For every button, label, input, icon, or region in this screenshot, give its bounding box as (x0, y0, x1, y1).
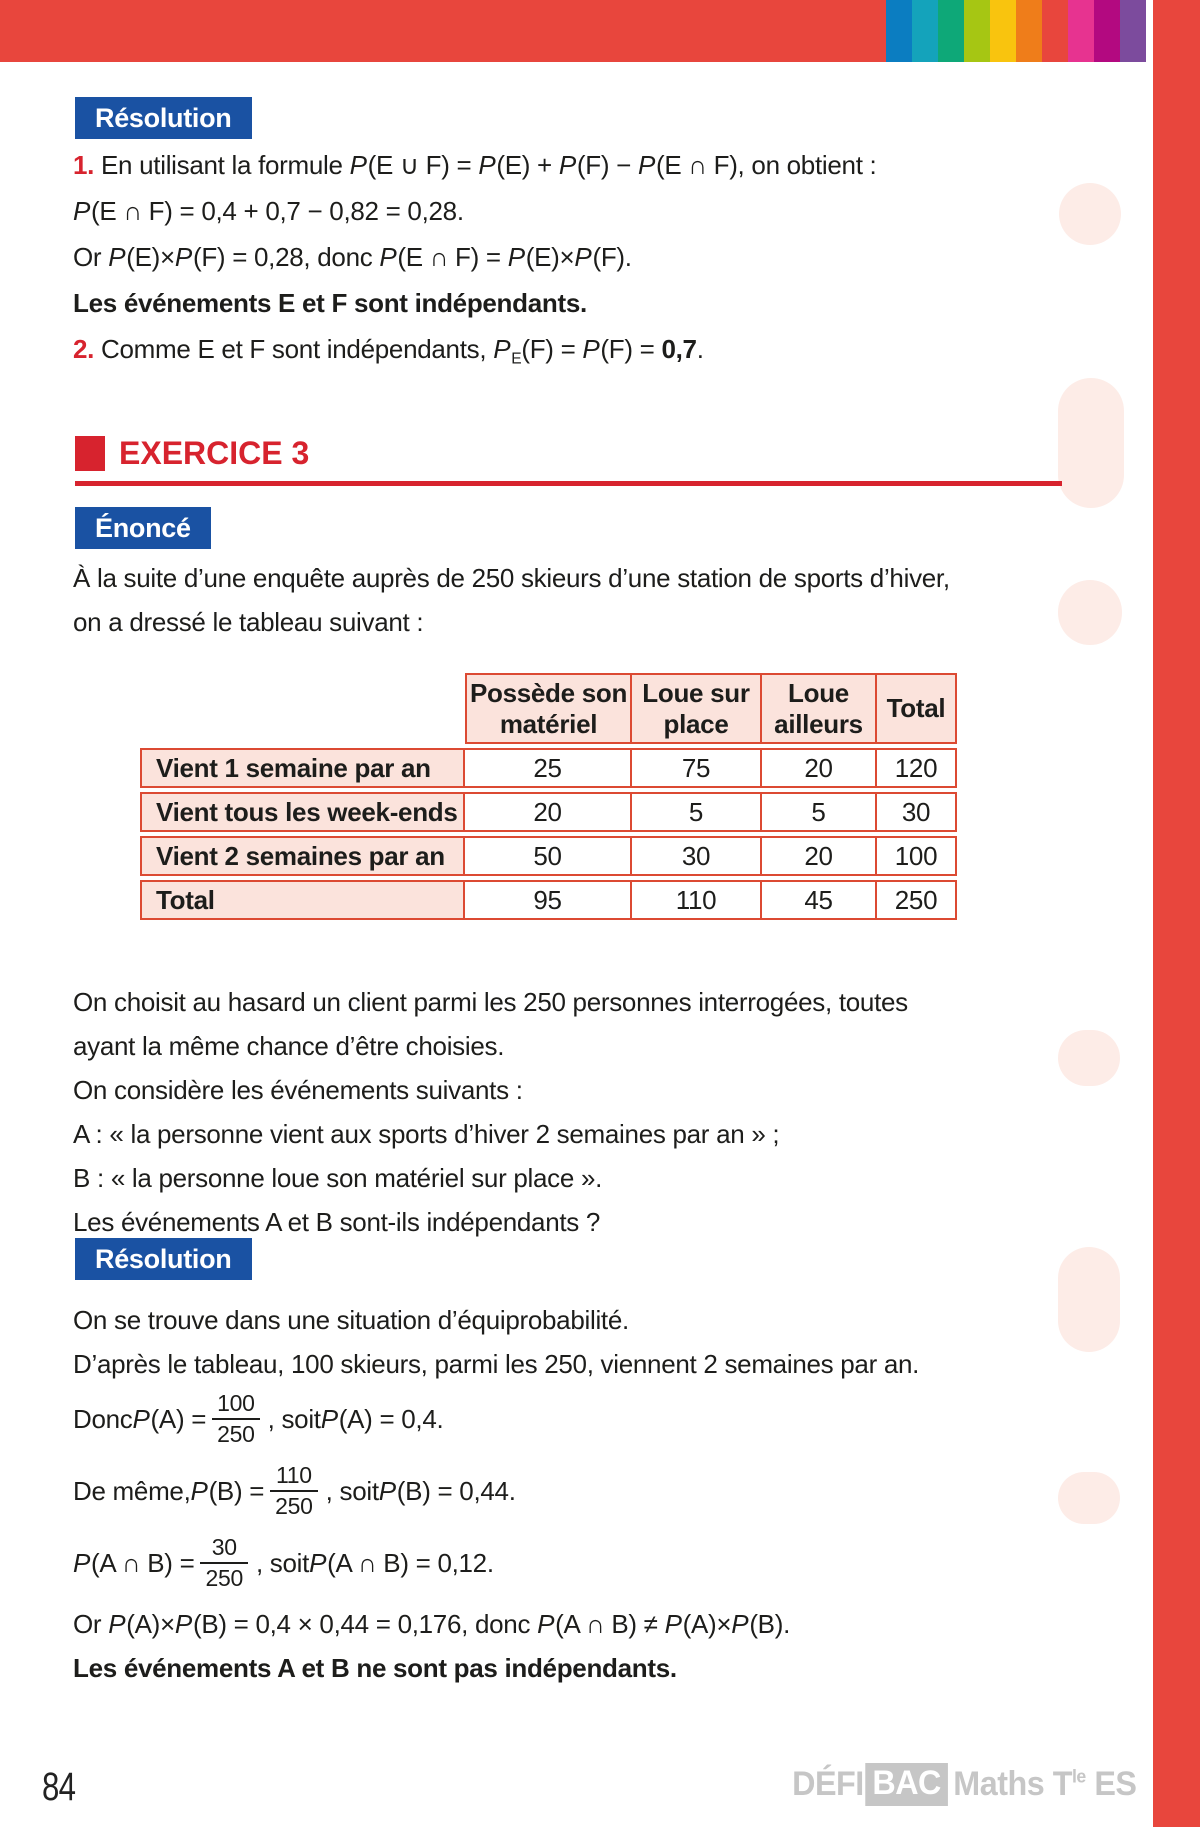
logo-maths: Maths T (952, 1765, 1072, 1803)
page-number: 84 (42, 1765, 76, 1809)
logo-es: ES (1085, 1765, 1136, 1803)
text-segment: P (174, 1609, 192, 1639)
text-segment: P (664, 1609, 682, 1639)
text-segment: (A ∩ B) = (91, 1548, 195, 1578)
table-row-label: Vient tous les week-ends (140, 792, 465, 832)
text-segment: B : « la personne loue son matériel sur place ». (73, 1163, 603, 1193)
table-value-cell: 75 (632, 748, 762, 788)
red-square-bullet (75, 436, 105, 471)
table-row (140, 748, 957, 788)
table-value-cell: 20 (465, 792, 632, 832)
table-value-cell: 250 (877, 880, 957, 920)
text-segment: 2. (73, 334, 102, 364)
text-segment: P (73, 1548, 91, 1578)
text-line (73, 1112, 1083, 1156)
text-segment: On considère les événements suivants : (73, 1075, 523, 1105)
fraction-numerator: 110 (276, 1462, 312, 1488)
text-segment: (F) = (521, 334, 583, 364)
text-line (73, 1458, 1083, 1524)
text-segment: En utilisant la formule (101, 150, 350, 180)
text-line (73, 980, 1083, 1024)
text-segment: (B). (749, 1609, 790, 1639)
text-segment: 1. (73, 150, 102, 180)
table-row-label: Total (140, 880, 465, 920)
color-stripe (938, 0, 964, 62)
text-segment: Comme E et F sont indépendants, (101, 334, 494, 364)
text-segment: (B) = (208, 1476, 265, 1506)
text-segment: P (108, 1609, 126, 1639)
text-line (73, 1342, 1083, 1386)
data-table (140, 669, 957, 924)
text-segment: , soit (255, 1548, 310, 1578)
color-stripe (1068, 0, 1094, 62)
text-segment: (A)× (682, 1609, 732, 1639)
table-column-header: Total (877, 673, 957, 744)
color-stripe (1016, 0, 1042, 62)
decorative-blob (1058, 378, 1124, 508)
text-segment: D’après le tableau, 100 skieurs, parmi les 250, viennent 2 semaines par an. (73, 1349, 920, 1379)
text-segment: (E)× (525, 242, 575, 272)
enonce-intro-text (73, 556, 1083, 644)
text-segment: P (537, 1609, 555, 1639)
table-corner-cell (140, 673, 465, 744)
questions-text (73, 980, 1083, 1244)
text-line (73, 1156, 1083, 1200)
color-stripe (1042, 0, 1068, 62)
text-segment: , soit (267, 1404, 321, 1434)
text-segment: Les événements E et F sont indépendants. (73, 288, 587, 318)
text-segment: . (696, 334, 704, 364)
text-segment: On choisit au hasard un client parmi les 250 personnes interrogées, toutes (73, 987, 908, 1017)
text-line (73, 556, 1083, 600)
table-value-cell: 20 (762, 836, 877, 876)
text-segment: P (379, 242, 397, 272)
resolution-2-label: Résolution (75, 1238, 252, 1280)
table-row-label: Vient 1 semaine par an (140, 748, 465, 788)
table-value-cell: 45 (762, 880, 877, 920)
text-segment: (E) + (496, 150, 559, 180)
table-value-cell: 120 (877, 748, 957, 788)
text-line (73, 1386, 1083, 1452)
table-value-cell: 100 (877, 836, 957, 876)
text-segment: E (511, 350, 522, 368)
text-segment: (E)× (126, 242, 175, 272)
text-segment: (E ∩ F) = 0,4 + 0,7 − 0,82 = 0,28. (91, 196, 464, 226)
text-segment: P (132, 1404, 150, 1434)
text-segment: P (637, 150, 655, 180)
table-value-cell: 20 (762, 748, 877, 788)
resolution-1-text (73, 142, 1083, 382)
table-column-header: Possède son matériel (465, 673, 632, 744)
fraction-numerator: 100 (217, 1390, 255, 1416)
text-segment: A : « la personne vient aux sports d’hiver 2 semaines par an » ; (73, 1119, 780, 1149)
text-segment: (E ∩ F) = (397, 242, 508, 272)
fraction-numerator: 30 (211, 1534, 237, 1560)
table-value-cell: 5 (632, 792, 762, 832)
logo-defi: DÉFI (791, 1765, 864, 1803)
text-line (73, 234, 1083, 280)
color-stripes (886, 0, 1146, 62)
text-segment: 0,7 (661, 334, 697, 364)
text-segment: P (558, 150, 576, 180)
exercise-header (75, 435, 309, 472)
text-line (73, 600, 1083, 644)
text-segment: P (73, 196, 91, 226)
table-value-cell: 110 (632, 880, 762, 920)
fraction-denominator: 250 (270, 1490, 317, 1520)
text-segment: (B) = 0,4 × 0,44 = 0,176, donc (192, 1609, 538, 1639)
data-table-wrap (140, 669, 957, 924)
table-value-cell: 30 (632, 836, 762, 876)
color-stripe (990, 0, 1016, 62)
text-line (73, 280, 1083, 326)
text-segment: Or (73, 1609, 109, 1639)
text-segment: P (507, 242, 525, 272)
text-segment: (A) = 0,4. (338, 1404, 444, 1434)
exercise-title: EXERCICE 3 (119, 435, 310, 471)
logo-suffix (953, 1765, 1136, 1804)
fraction (212, 1390, 259, 1448)
red-rule (75, 481, 1062, 486)
fraction-denominator: 250 (200, 1562, 247, 1592)
text-segment: P (731, 1609, 749, 1639)
table-column-header: Loue sur place (632, 673, 762, 744)
text-line (73, 1602, 1083, 1646)
table-column-header: Loue ailleurs (762, 673, 877, 744)
text-segment: (E ∩ F), on obtient : (655, 150, 877, 180)
text-segment: P (582, 334, 600, 364)
text-segment: On se trouve dans une situation d’équiprobabilité. (73, 1305, 629, 1335)
text-segment: , soit (325, 1476, 379, 1506)
table-row (140, 792, 957, 832)
text-line (73, 1646, 1083, 1690)
text-line (73, 1068, 1083, 1112)
color-stripe (1120, 0, 1146, 62)
table-row (140, 880, 957, 920)
text-segment: (F). (592, 242, 632, 272)
text-line (73, 188, 1083, 234)
text-segment: Or (73, 242, 109, 272)
table-row-label: Vient 2 semaines par an (140, 836, 465, 876)
table-header-row (140, 673, 957, 744)
text-segment: P (574, 242, 592, 272)
enonce-label: Énoncé (75, 507, 211, 549)
text-segment: (F) = 0,28, donc (192, 242, 380, 272)
text-segment: P (378, 1476, 396, 1506)
color-stripe (1094, 0, 1120, 62)
logo-bac: BAC (865, 1763, 947, 1806)
text-segment: on a dressé le tableau suivant : (73, 607, 424, 637)
defibac-logo (792, 1763, 1136, 1806)
text-line (73, 326, 1083, 382)
text-segment: De même, (73, 1476, 191, 1506)
resolution-1-label: Résolution (75, 97, 252, 139)
text-segment: (B) = 0,44. (396, 1476, 516, 1506)
table-value-cell: 95 (465, 880, 632, 920)
text-segment: (A ∩ B) ≠ (555, 1609, 665, 1639)
fraction (200, 1534, 247, 1592)
logo-tle-sup: le (1071, 1765, 1086, 1787)
table-value-cell: 25 (465, 748, 632, 788)
text-segment: P (174, 242, 192, 272)
text-segment: (F) = (600, 334, 662, 364)
color-stripe (964, 0, 990, 62)
text-line (73, 1298, 1083, 1342)
text-line (73, 142, 1083, 188)
text-segment: P (478, 150, 496, 180)
fraction (270, 1462, 317, 1520)
text-segment: (E ∪ F) = (367, 150, 479, 180)
text-segment: Les événements A et B sont-ils indépendants ? (73, 1207, 601, 1237)
fraction-denominator: 250 (212, 1418, 259, 1448)
text-segment: P (309, 1548, 327, 1578)
table-value-cell: 5 (762, 792, 877, 832)
text-segment: Les événements A et B ne sont pas indépendants. (73, 1653, 677, 1683)
text-segment: Donc (73, 1404, 133, 1434)
text-segment: P (349, 150, 367, 180)
text-segment: P (320, 1404, 338, 1434)
color-stripe (886, 0, 912, 62)
text-line (73, 1024, 1083, 1068)
text-line (73, 1530, 1083, 1596)
text-segment: P (108, 242, 126, 272)
table-row (140, 836, 957, 876)
text-segment: P (493, 334, 511, 364)
text-segment: P (190, 1476, 208, 1506)
right-red-bar (1153, 0, 1200, 1827)
text-segment: À la suite d’une enquête auprès de 250 skieurs d’une station de sports d’hiver, (73, 563, 950, 593)
text-segment: (A)× (126, 1609, 175, 1639)
table-value-cell: 30 (877, 792, 957, 832)
table-value-cell: 50 (465, 836, 632, 876)
text-segment: (A) = (150, 1404, 207, 1434)
text-segment: (F) − (576, 150, 638, 180)
text-segment: (A ∩ B) = 0,12. (327, 1548, 494, 1578)
resolution-2-text (73, 1298, 1083, 1690)
color-stripe (912, 0, 938, 62)
text-segment: ayant la même chance d’être choisies. (73, 1031, 505, 1061)
